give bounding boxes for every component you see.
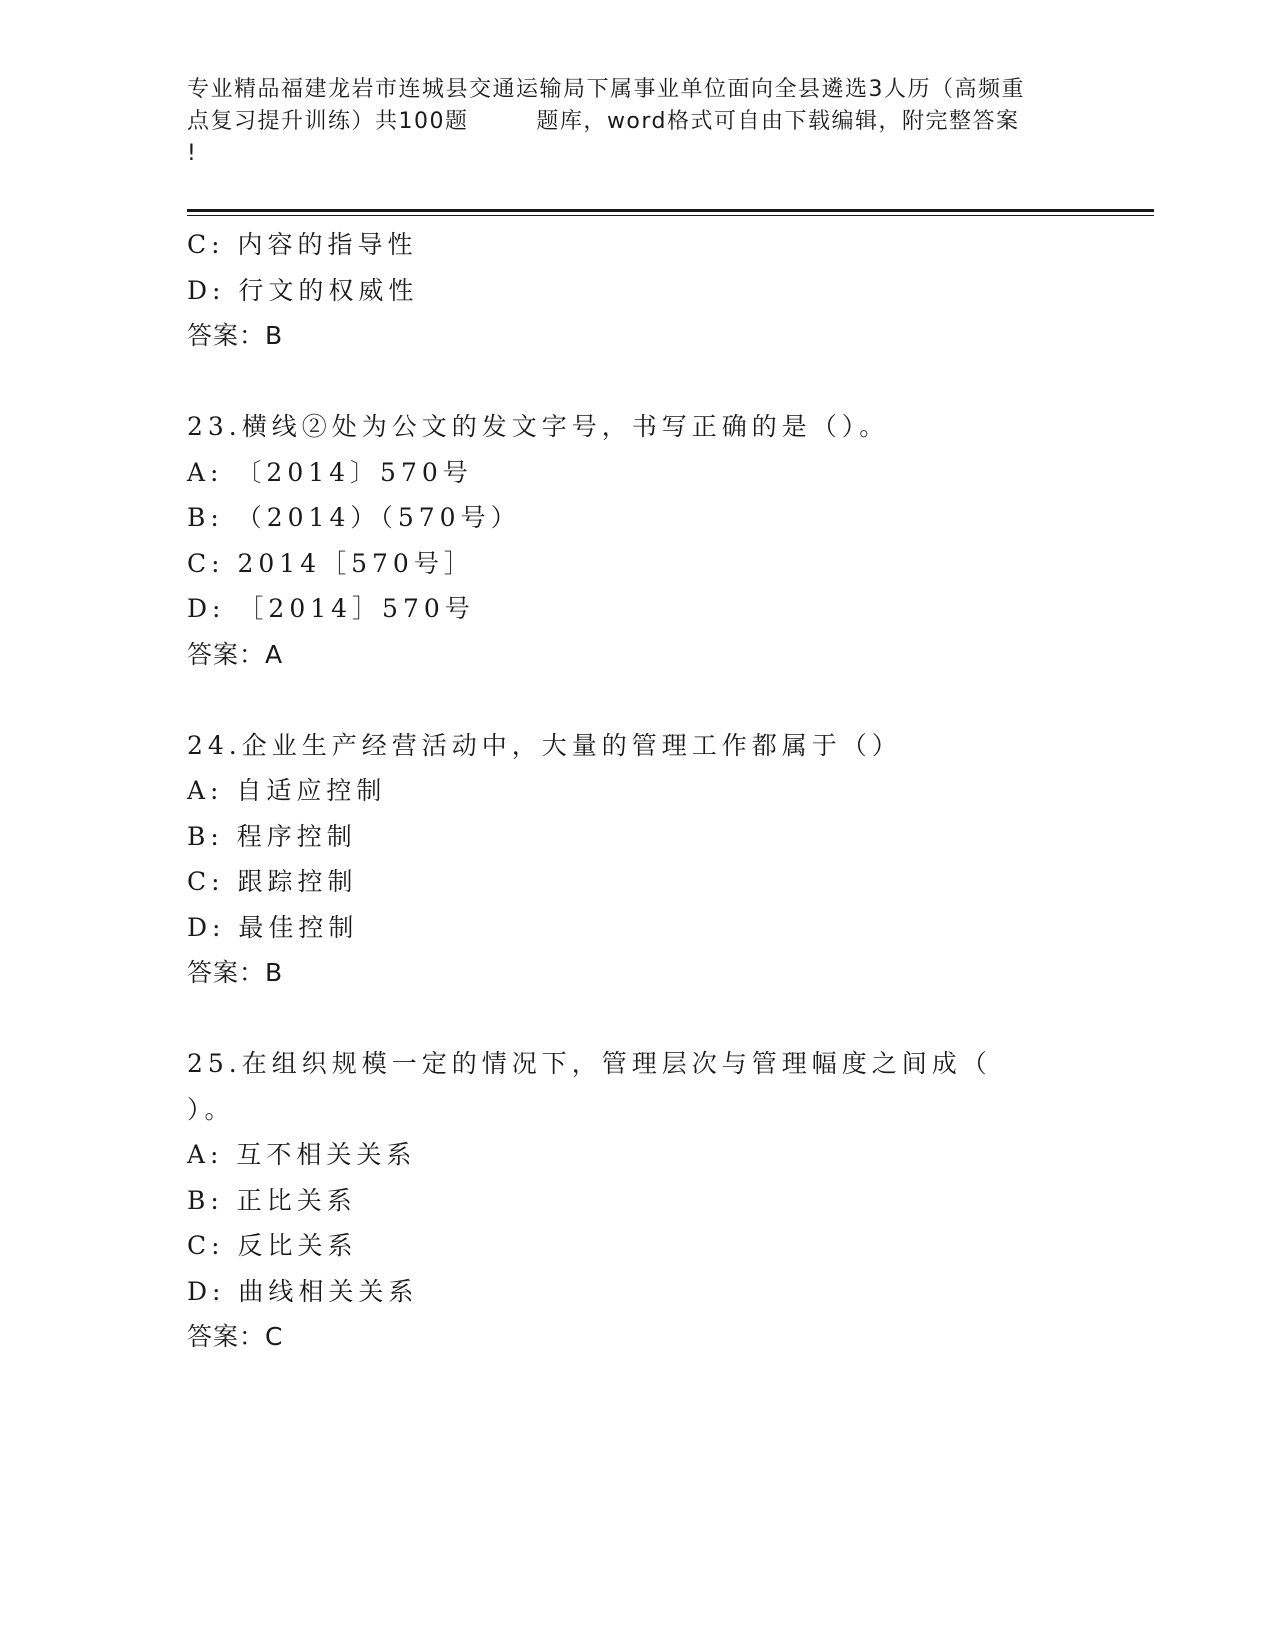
spacer bbox=[187, 359, 1147, 405]
option-a: A: 自适应控制 bbox=[187, 776, 387, 805]
answer-line: 答案：A bbox=[187, 639, 284, 669]
header-title-line-3: ! bbox=[187, 141, 198, 166]
option-c: C: 跟踪控制 bbox=[187, 867, 358, 896]
option-d: D: 最佳控制 bbox=[187, 912, 359, 942]
answer-line: 答案：B bbox=[187, 321, 284, 350]
question-list bbox=[187, 222, 1147, 1360]
question-block-24 bbox=[187, 723, 1147, 996]
question-text: 24.企业生产经营活动中，大量的管理工作都属于（） bbox=[187, 730, 902, 760]
document-header bbox=[187, 74, 1087, 170]
header-divider-thick bbox=[187, 209, 1154, 212]
spacer bbox=[187, 996, 1147, 1042]
option-a: A: 互不相关关系 bbox=[187, 1140, 417, 1169]
answer-line: 答案：B bbox=[187, 958, 284, 987]
option-d: D: 行文的权威性 bbox=[187, 275, 419, 305]
option-d: D: 曲线相关关系 bbox=[187, 1276, 419, 1306]
question-block-22 bbox=[187, 222, 1147, 359]
question-block-25 bbox=[187, 1041, 1147, 1360]
option-b: B: （2014）（570号） bbox=[187, 503, 521, 532]
option-b: B: 正比关系 bbox=[187, 1185, 357, 1215]
question-text: 23.横线②处为公文的发文字号，书写正确的是（）。 bbox=[187, 412, 890, 441]
option-d: D: ［2014］570号 bbox=[187, 594, 475, 623]
option-b: B: 程序控制 bbox=[187, 821, 357, 851]
header-divider-thin bbox=[187, 215, 1154, 216]
option-c: C: 内容的指导性 bbox=[187, 230, 418, 259]
option-a: A: 〔2014〕570号 bbox=[187, 457, 473, 487]
header-title-line-1: 专业精品福建龙岩市连城县交通运输局下属事业单位面向全县遴选3人历（高频重 bbox=[187, 77, 1025, 102]
answer-line: 答案：C bbox=[187, 1322, 284, 1351]
option-c: C: 2014［570号］ bbox=[187, 548, 474, 578]
question-text-line-2: ）。 bbox=[187, 1094, 235, 1124]
header-title-line-2: 点复习提升训练）共100题 题库，word格式可自由下载编辑，附完整答案 bbox=[187, 109, 1020, 134]
question-text-line-1: 25.在组织规模一定的情况下，管理层次与管理幅度之间成（ bbox=[187, 1049, 992, 1078]
option-c: C: 反比关系 bbox=[187, 1231, 358, 1260]
spacer bbox=[187, 677, 1147, 723]
question-block-23 bbox=[187, 404, 1147, 677]
